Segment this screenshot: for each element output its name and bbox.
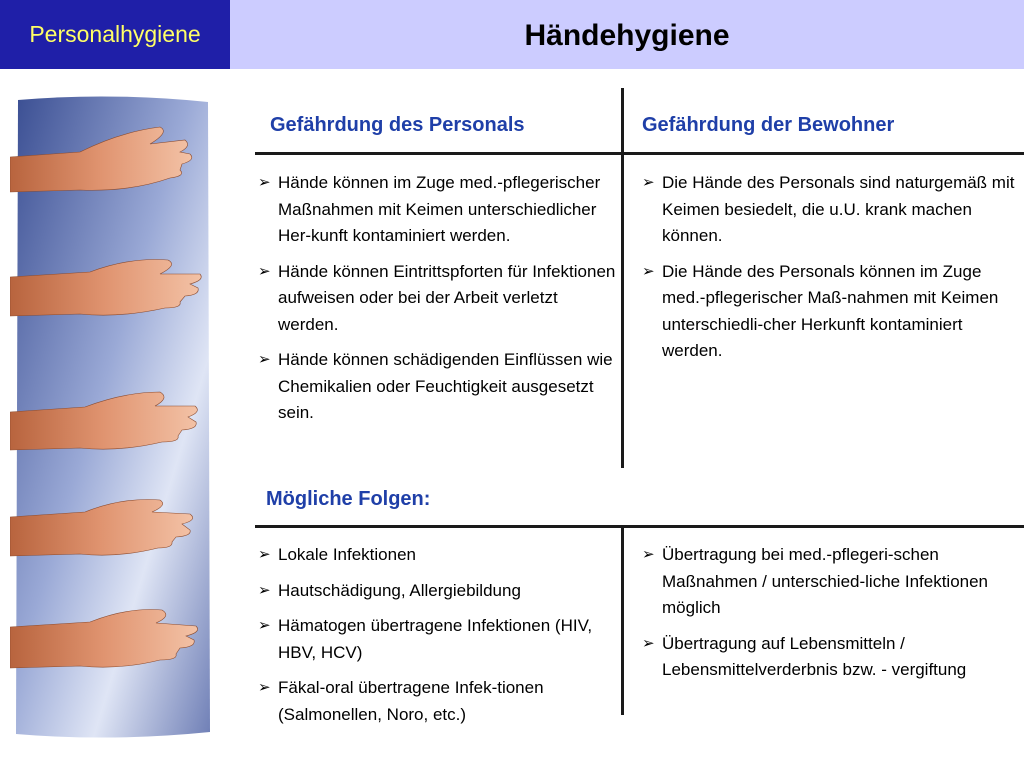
list-item: ➢ Übertragung auf Lebensmitteln / Lebensmittelverderbnis bzw. - vergiftung (642, 631, 1020, 684)
list-item: ➢ Hautschädigung, Allergiebildung (258, 578, 620, 605)
list-item: ➢ Hände können schädigenden Einflüssen wie Chemikalien oder Feuchtigkeit ausgesetzt sein. (258, 347, 618, 427)
list-item: ➢ Die Hände des Personals können im Zuge med.-pflegerischer Maß-nahmen mit Keimen unterschiedli-cher Herkunft kontaminiert werden. (642, 259, 1020, 365)
list-item: ➢ Fäkal-oral übertragene Infek-tionen (Salmonellen, Noro, etc.) (258, 675, 620, 728)
arrow-bullet-icon: ➢ (258, 351, 271, 368)
column-divider-top (621, 88, 624, 468)
hands-photo (10, 92, 215, 742)
list-item: ➢ Die Hände des Personals sind naturgemäß mit Keimen besiedelt, die u.U. krank machen können. (642, 170, 1020, 250)
list-item: ➢ Lokale Infektionen (258, 542, 620, 569)
arrow-bullet-icon: ➢ (258, 679, 271, 696)
heading-resident-risk: Gefährdung der Bewohner (642, 114, 895, 136)
heading-consequences: Mögliche Folgen: (266, 488, 431, 510)
arrow-bullet-icon: ➢ (258, 546, 271, 563)
arrow-bullet-icon: ➢ (258, 617, 271, 634)
arrow-bullet-icon: ➢ (258, 174, 271, 191)
arrow-bullet-icon: ➢ (258, 262, 271, 280)
arrow-bullet-icon: ➢ (642, 262, 655, 280)
page-title: Händehygiene (524, 19, 730, 52)
arrow-bullet-icon: ➢ (642, 546, 655, 563)
list-item: ➢ Hände können Eintrittspforten für Infektionen aufweisen oder bei der Arbeit verletzt werden. (258, 259, 618, 339)
section-label: Personalhygiene (0, 0, 230, 69)
staff-risk-list (258, 170, 618, 436)
heading-underline-top (255, 152, 1024, 155)
list-item: ➢ Übertragung bei med.-pflegeri-schen Maßnahmen / unterschied-liche Infektionen möglich (642, 542, 1020, 622)
header-bar (0, 0, 1024, 69)
heading-underline-bottom (255, 525, 1024, 528)
heading-staff-risk: Gefährdung des Personals (270, 114, 525, 136)
arrow-bullet-icon: ➢ (642, 634, 655, 652)
consequences-right-list (642, 542, 1020, 693)
list-item: ➢ Hämatogen übertragene Infektionen (HIV, HBV, HCV) (258, 613, 620, 666)
consequences-left-list (258, 542, 620, 737)
arrow-bullet-icon: ➢ (258, 581, 271, 599)
resident-risk-list (642, 170, 1020, 374)
column-divider-bottom (621, 527, 624, 715)
list-item: ➢ Hände können im Zuge med.-pflegerischer Maßnahmen mit Keimen unterschiedlicher Her-kunft kontaminiert werden. (258, 170, 618, 250)
arrow-bullet-icon: ➢ (642, 174, 655, 191)
